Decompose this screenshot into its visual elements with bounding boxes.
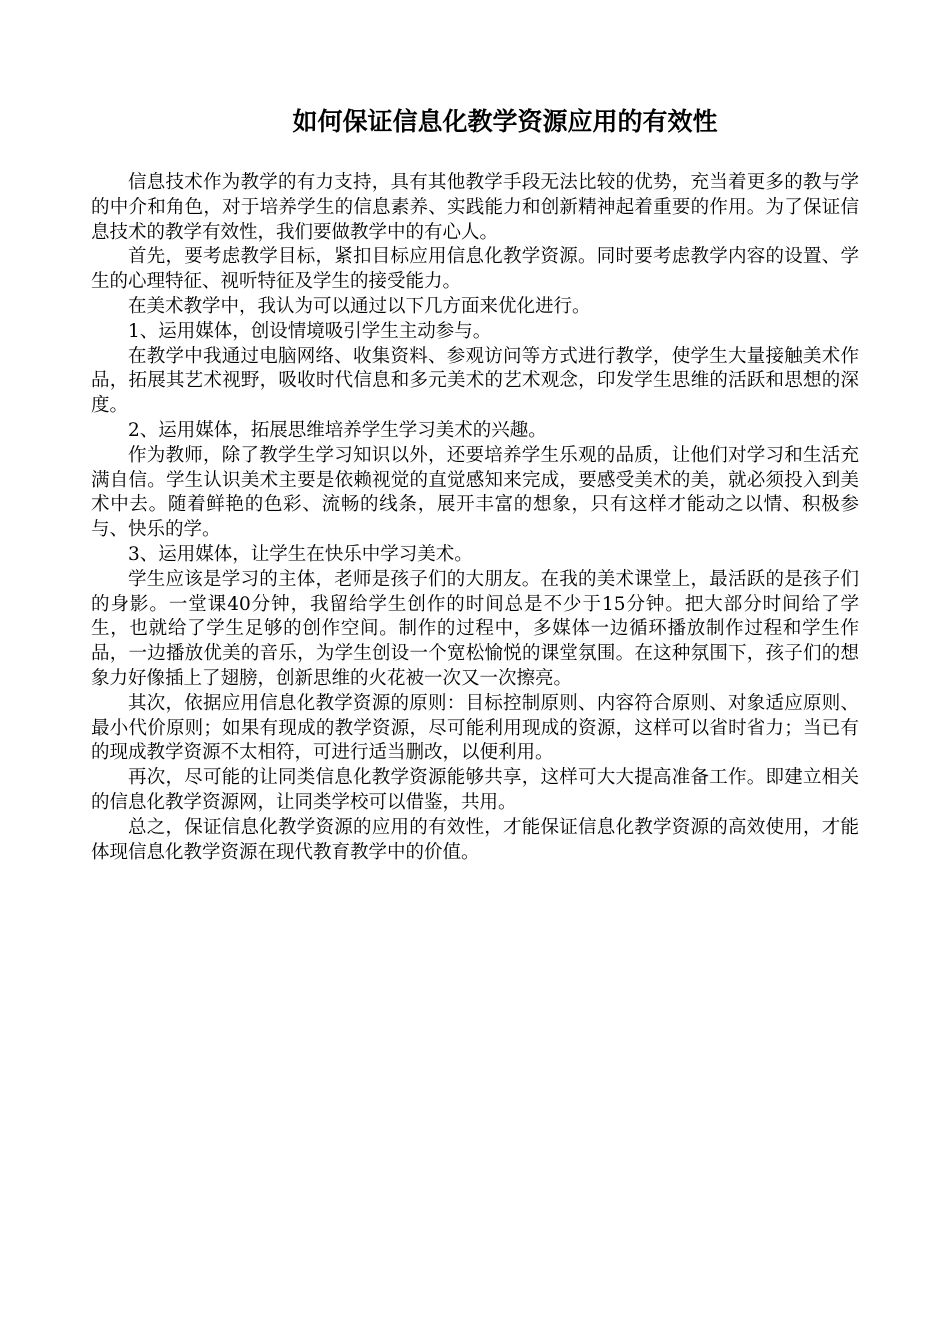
paragraph-heading-1: 1、运用媒体，创设情境吸引学生主动参与。 xyxy=(128,320,492,342)
paragraph-item-3: 学生应该是学习的主体，老师是孩子们的大朋友。在我的美术课堂上，最活跃的是孩子们的身影。一堂课40分钟，我留给学生创作的时间总是不少于15分钟。把大部分时间给了学生，也就给了学生足够的创作空间。制作的过程中，多媒体一边循环播放制作过程和学生作品，一边播放优美的音乐，为学生创设一个宽松愉悦的课堂氛围。在这种氛围下，孩子们的想象力好像插上了翅膀，创新思维的火花被一次又一次擦亮。 xyxy=(91,568,859,689)
paragraph-intro: 信息技术作为教学的有力支持，具有其他教学手段无法比较的优势，充当着更多的教与学的中介和角色，对于培养学生的信息素养、实践能力和创新精神起着重要的作用。为了保证信息技术的教学有效性，我们要做教学中的有心人。 xyxy=(91,172,859,243)
paragraph-first-point: 首先，要考虑教学目标，紧扣目标应用信息化教学资源。同时要考虑教学内容的设置、学生的心理特征、视听特征及学生的接受能力。 xyxy=(91,246,859,293)
document-body xyxy=(91,171,859,865)
document-title: 如何保证信息化教学资源应用的有效性 xyxy=(292,107,718,136)
paragraph-heading-2: 2、运用媒体，拓展思维培养学生学习美术的兴趣。 xyxy=(128,419,547,441)
paragraph-item-2: 作为教师，除了教学生学习知识以外，还要培养学生乐观的品质，让他们对学习和生活充满自信。学生认识美术主要是依赖视觉的直觉感知来完成，要感受美术的美，就必须投入到美术中去。随着鲜艳的色彩、流畅的线条，展开丰富的想象，只有这样才能动之以情、积极参与、快乐的学。 xyxy=(91,444,859,541)
paragraph-heading-3: 3、运用媒体，让学生在快乐中学习美术。 xyxy=(128,543,473,565)
paragraph-item-1: 在教学中我通过电脑网络、收集资料、参观访问等方式进行教学，使学生大量接触美术作品，拓展其艺术视野，吸收时代信息和多元美术的艺术观念，印发学生思维的活跃和思想的深度。 xyxy=(91,345,859,417)
paragraph-third-point: 再次，尽可能的让同类信息化教学资源能够共享，这样可大大提高准备工作。即建立相关的信息化教学资源网，让同类学校可以借鉴，共用。 xyxy=(91,767,859,813)
paragraph-second-point: 其次，依据应用信息化教学资源的原则：目标控制原则、内容符合原则、对象适应原则、最小代价原则；如果有现成的教学资源，尽可能利用现成的资源，这样可以省时省力；当已有的现成教学资源不太相符，可进行适当删改，以便利用。 xyxy=(91,692,859,764)
paragraph-conclusion: 总之，保证信息化教学资源的应用的有效性，才能保证信息化教学资源的高效使用，才能体现信息化教学资源在现代教育教学中的价值。 xyxy=(91,816,859,863)
paragraph-art-teaching: 在美术教学中，我认为可以通过以下几方面来优化进行。 xyxy=(128,295,591,317)
